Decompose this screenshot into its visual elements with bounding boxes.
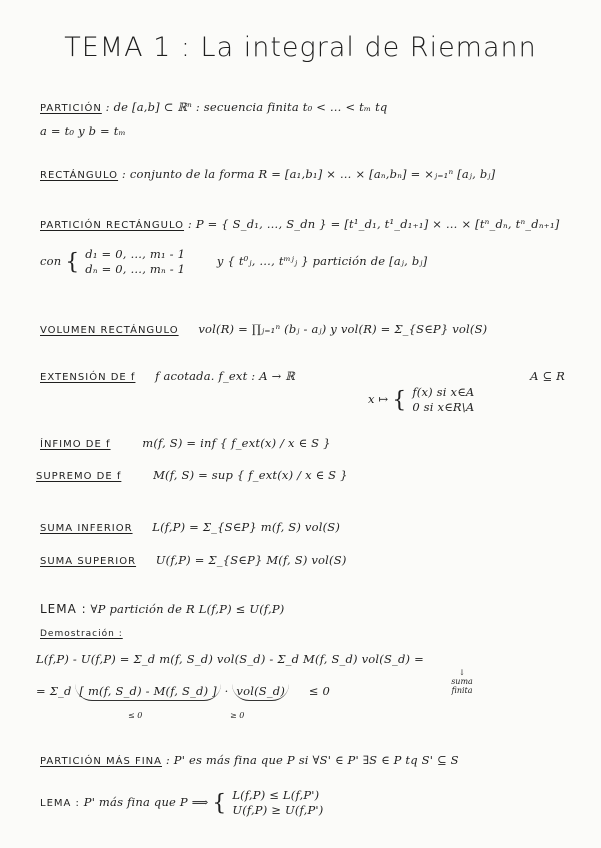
particion-rect-def: : P = { S_d₁, …, S_dn } = [t¹_d₁, t¹_d₁₊₁] × … × [tⁿ_dₙ, tⁿ_dₙ₊₁] xyxy=(187,217,560,231)
lema-1-statement: ∀P partición de R L(f,P) ≤ U(f,P) xyxy=(90,602,285,616)
extension-def: f acotada. f_ext : A → ℝ xyxy=(155,369,296,383)
supremo-def: M(f, S) = sup { f_ext(x) / x ∈ S } xyxy=(153,468,348,482)
lema-1-label: LEMA : xyxy=(40,602,87,616)
lema-2-cond-1: L(f,P) ≤ L(f,P') xyxy=(232,788,320,802)
particion-line-2: a = t₀ y b = tₘ xyxy=(40,124,126,138)
lema-2-label: LEMA : xyxy=(40,798,80,809)
eq2-result: ≤ 0 xyxy=(308,684,330,698)
page-title: TEMA 1 : La integral de Riemann xyxy=(64,32,537,63)
fina-line xyxy=(40,753,565,767)
suma-finita-note: ↓ suma finita xyxy=(451,668,473,695)
suma-inferior-line xyxy=(40,520,565,534)
demo-eq-2 xyxy=(36,684,565,698)
case-2: 0 si x∈R\A xyxy=(412,400,475,414)
case-1: f(x) si x∈A xyxy=(412,385,475,399)
rectangulo-def: : conjunto de la forma R = [a₁,b₁] × … × [aₙ,bₙ] = ×ⱼ₌₁ⁿ [aⱼ, bⱼ] xyxy=(121,167,496,181)
particion-rect-label: PARTICIÓN RECTÁNGULO xyxy=(40,220,185,231)
suma-superior-label: SUMA SUPERIOR xyxy=(40,556,137,567)
supremo-label: SUPREMO DE f xyxy=(36,471,122,482)
extension-label: EXTENSIÓN DE f xyxy=(40,372,136,383)
particion-line xyxy=(40,100,565,114)
particion-label: PARTICIÓN xyxy=(40,103,102,114)
volumen-label: VOLUMEN RECTÁNGULO xyxy=(40,325,179,336)
con-word: con xyxy=(40,254,62,268)
suma-inferior-def: L(f,P) = Σ_{S∈P} m(f, S) vol(S) xyxy=(152,520,341,534)
particion-def: : de [a,b] ⊂ ℝⁿ : secuencia finita t₀ < … < tₘ tq xyxy=(105,100,388,114)
volumen-def: vol(R) = ∏ⱼ₌₁ⁿ (bⱼ - aⱼ) y vol(R) = Σ_{S∈P} vol(S) xyxy=(198,322,488,336)
fina-label: PARTICIÓN MÁS FINA xyxy=(40,756,162,767)
lema-2-statement: P' más fina que P ⟹ xyxy=(83,795,209,809)
extension-domain: A ⊆ R xyxy=(530,369,565,383)
rectangulo-label: RECTÁNGULO xyxy=(40,170,119,181)
particion-rect-tail: y { t⁰ⱼ, …, tᵐʲⱼ } partición de [aⱼ, bⱼ] xyxy=(216,254,428,268)
suma-superior-line xyxy=(40,553,565,567)
suma-superior-def: U(f,P) = Σ_{S∈P} M(f, S) vol(S) xyxy=(155,553,347,567)
le-zero-note: ≤ 0 xyxy=(128,711,143,720)
infimo-label: ÍNFIMO DE f xyxy=(40,439,111,450)
lema-2-stack xyxy=(232,788,323,818)
eq2-vol: vol(S_d) xyxy=(232,684,289,701)
demostracion-line xyxy=(40,625,565,639)
lema-2-cond-2: U(f,P) ≥ U(f,P') xyxy=(232,803,324,817)
extension-cases xyxy=(368,385,565,415)
demostracion-label: Demostración : xyxy=(40,629,123,639)
extension-line xyxy=(40,369,565,383)
maps-to: x ↦ xyxy=(368,392,389,406)
fina-def: : P' es más fina que P si ∀S' ∈ P' ∃S ∈ P tq S' ⊆ S xyxy=(165,753,459,767)
cases-brace: { xyxy=(392,388,407,413)
suma-finita-text: suma finita xyxy=(451,677,473,695)
condition-1: d₁ = 0, …, m₁ - 1 xyxy=(85,247,186,261)
rectangulo-line xyxy=(40,167,565,181)
demo-eq-1: L(f,P) - U(f,P) = Σ_d m(f, S_d) vol(S_d) - Σ_d M(f, S_d) vol(S_d) = xyxy=(36,652,424,666)
eq2-dot: · xyxy=(224,684,229,698)
eq2-bracket: [ m(f, S_d) - M(f, S_d) ] xyxy=(75,684,220,701)
eq2-sum: = Σ_d xyxy=(36,684,72,698)
lema-2-line xyxy=(40,788,565,818)
condition-2: dₙ = 0, …, mₙ - 1 xyxy=(85,262,186,276)
suma-inferior-label: SUMA INFERIOR xyxy=(40,523,133,534)
volumen-line xyxy=(40,322,565,336)
lema-2-brace: { xyxy=(212,791,227,816)
lema-1-line xyxy=(40,602,565,616)
infimo-def: m(f, S) = inf { f_ext(x) / x ∈ S } xyxy=(142,436,331,450)
conditions-stack xyxy=(85,247,185,277)
particion-rect-conditions xyxy=(40,247,565,277)
particion-rect-line xyxy=(40,217,565,231)
left-brace: { xyxy=(65,250,80,275)
ge-zero-note: ≥ 0 xyxy=(230,711,245,720)
cases-stack xyxy=(412,385,474,415)
supremo-line xyxy=(36,468,565,482)
infimo-line xyxy=(40,436,565,450)
